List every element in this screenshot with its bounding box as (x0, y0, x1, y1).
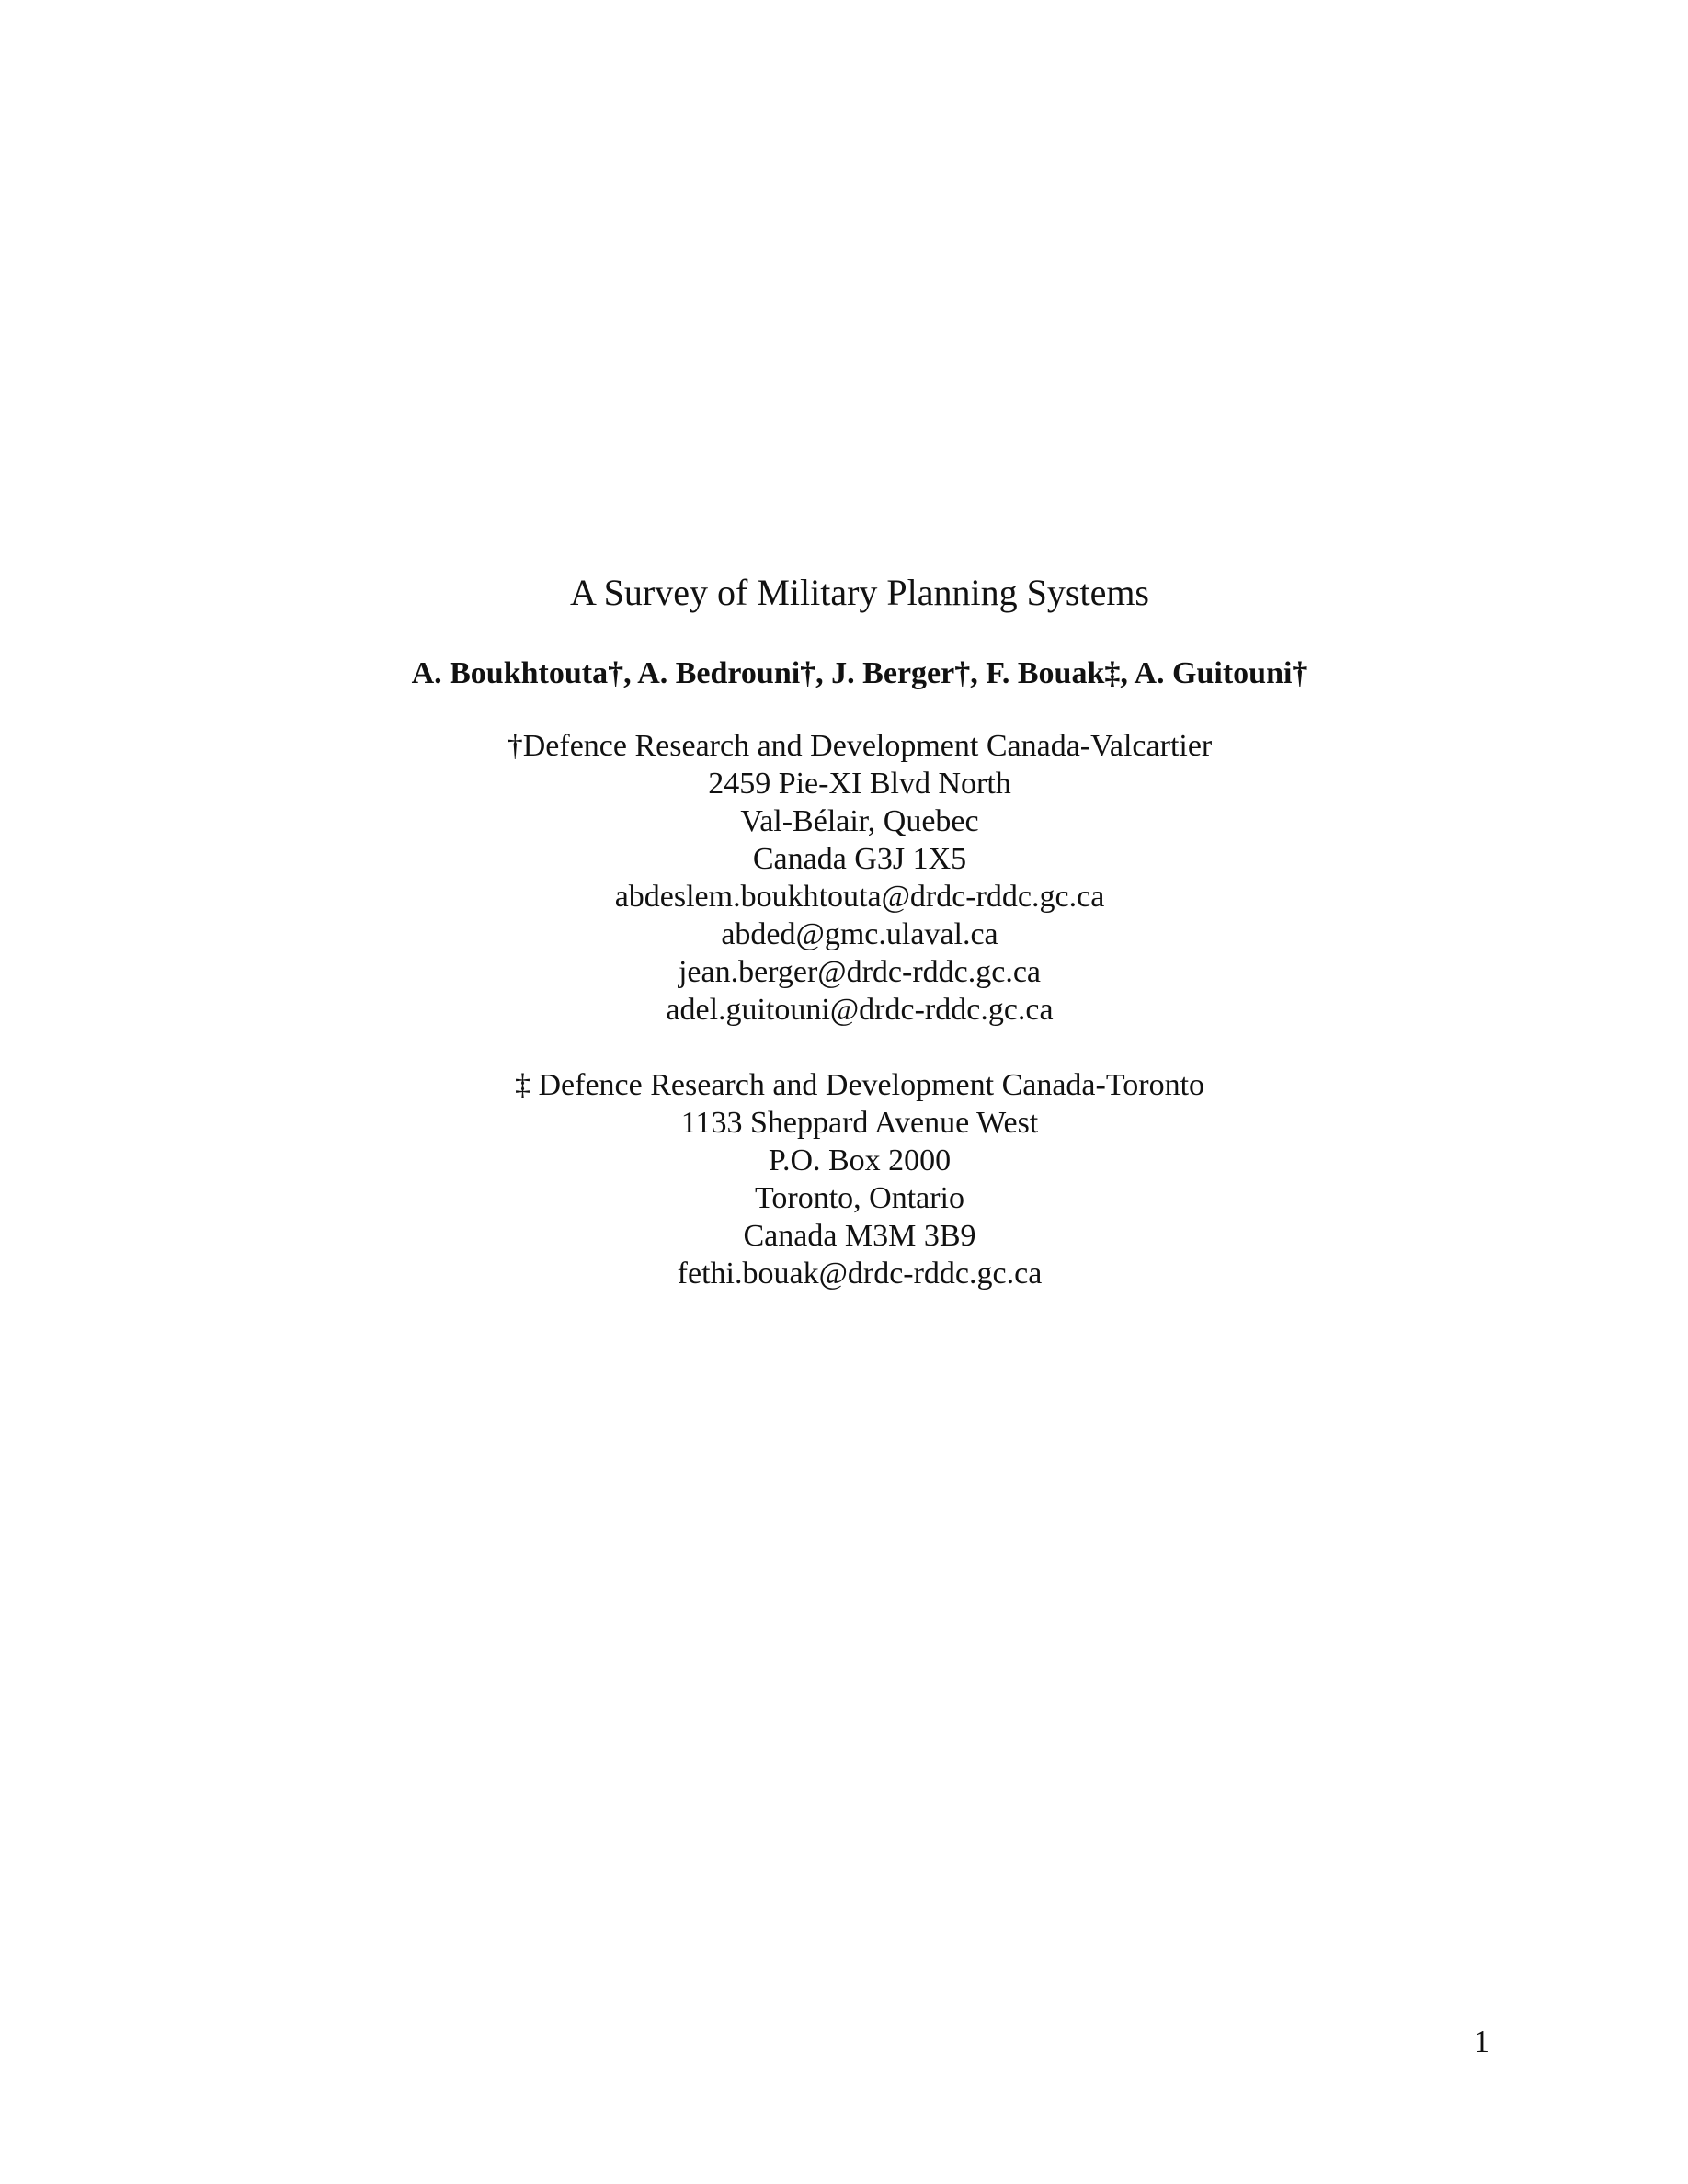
page-number: 1 (1474, 2025, 1489, 2059)
affiliation-institution: †Defence Research and Development Canada-Valcartier (507, 729, 1213, 763)
affiliation-street: 1133 Sheppard Avenue West (680, 1106, 1039, 1140)
author-list: A. Boukhtouta†, A. Bedrouni†, J. Berger†, F. Bouak‡, A. Guitouni† (411, 656, 1308, 690)
email-guitouni: adel.guitouni@drdc-rddc.gc.ca (666, 993, 1054, 1027)
affiliation-po-box: P.O. Box 2000 (768, 1143, 952, 1177)
affiliation-toronto (0, 1066, 1688, 1292)
paper-title: A Survey of Military Planning Systems (570, 572, 1149, 613)
affiliation-institution: ‡ Defence Research and Development Canada-Toronto (514, 1068, 1205, 1102)
affiliation-valcartier (0, 727, 1688, 1029)
affiliation-postal: Canada G3J 1X5 (752, 842, 967, 876)
affiliation-city: Val-Bélair, Quebec (740, 804, 979, 838)
email-bedrouni: abded@gmc.ulaval.ca (721, 917, 998, 951)
email-berger: jean.berger@drdc-rddc.gc.ca (678, 955, 1042, 989)
affiliation-city: Toronto, Ontario (754, 1181, 965, 1215)
affiliation-street: 2459 Pie-XI Blvd North (708, 767, 1011, 801)
affiliation-postal: Canada M3M 3B9 (743, 1219, 976, 1253)
email-bouak: fethi.bouak@drdc-rddc.gc.ca (677, 1257, 1043, 1291)
email-boukhtouta: abdeslem.boukhtouta@drdc-rddc.gc.ca (614, 880, 1105, 914)
